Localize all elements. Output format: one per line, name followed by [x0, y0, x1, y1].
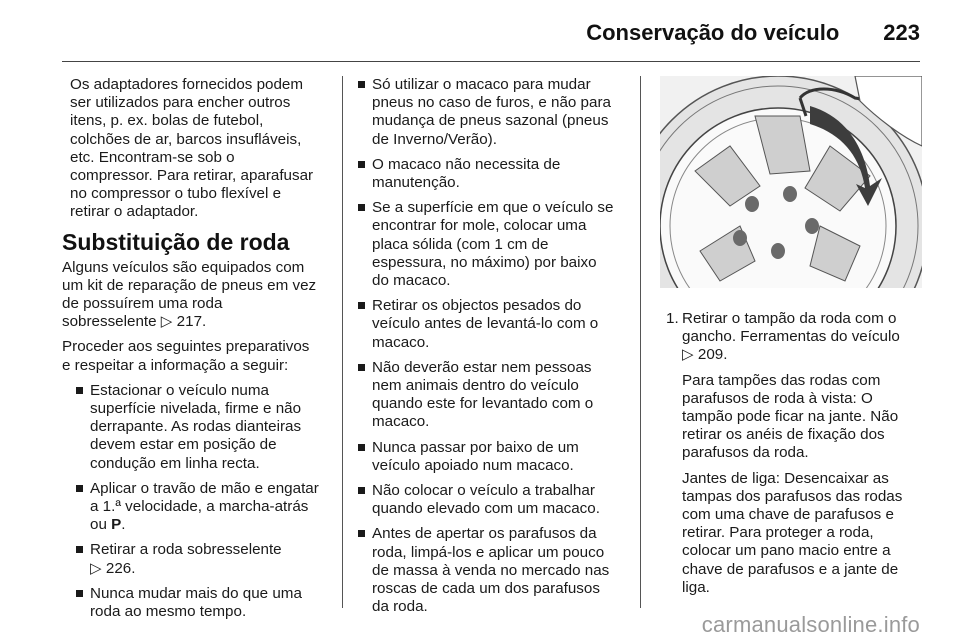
bullet-icon [358, 487, 365, 494]
column-1 [62, 76, 330, 628]
list-item: Se a superfície em que o veículo se encontrar for mole, colocar uma placa sólida (com 1 cm de espessura, no máximo) por baixo do macaco. [356, 199, 626, 290]
watermark: carmanualsonline.info [701, 612, 920, 637]
bullet-icon [358, 530, 365, 537]
bullet-icon [76, 387, 83, 394]
page-header [586, 20, 920, 46]
list-item: O macaco não necessita de manutenção. [356, 156, 626, 192]
step-number: 1. [666, 310, 679, 327]
column-divider [640, 76, 641, 608]
list-item: Antes de apertar os parafusos da roda, limpá-los e aplicar um pouco de massa à venda no mercado nas roscas de cada um dos parafusos da roda. [356, 525, 626, 616]
bullet-icon [76, 590, 83, 597]
bullet-icon [358, 302, 365, 309]
list-item: Retirar a roda sobresselente ▷ 226. [74, 541, 330, 577]
list-item: Só utilizar o macaco para mudar pneus no caso de furos, e não para mudança de pneus sazonal (pneus de Inverno/Verão). [356, 76, 626, 149]
bullet-icon [76, 485, 83, 492]
list-item: Não deverão estar nem pessoas nem animais dentro do veículo quando este for levantado com o macaco. [356, 359, 626, 432]
gear-label: P [111, 516, 122, 534]
column-3 [660, 76, 922, 604]
paragraph-preparations: Proceder aos seguintes preparativos e respeitar a informação a seguir: [62, 338, 310, 374]
bullet-icon [358, 364, 365, 371]
paragraph-spare-wheel: Alguns veículos são equipados com um kit de reparação de pneus em vez de possuírem uma roda sobresselente ▷ 217. [62, 258, 317, 331]
list-item: 1. Retirar o tampão da roda com o gancho. Ferramentas do veículo ▷ 209. Para tampões das rodas com parafusos de roda à vista: O tampão pode ficar na jante. Não retirar os anéis de fixação dos parafusos da roda. Jantes de liga: Desencaixar as tampas dos parafusos das rodas com uma chave de parafusos e retirar. Para proteger a roda, colocar um pano macio entre a chave de parafusos e a jante de liga. [666, 310, 903, 596]
preparation-list [62, 382, 330, 621]
intro-paragraph: Os adaptadores fornecidos podem ser utilizados para encher outros itens, p. ex. bolas de futebol, colchões de ar, barcos insufláveis, etc. Encontram-se sob o compressor. Para retirar, aparafusar no compressor o tubo flexível e retirar o adaptador. [70, 76, 314, 221]
column-2 [356, 76, 626, 623]
bullet-icon [358, 444, 365, 451]
wheel-cover-illustration [660, 76, 922, 288]
page-number: 223 [883, 20, 920, 45]
bullet-icon [358, 161, 365, 168]
section-title: Substituição de roda [62, 228, 290, 255]
header-rule [62, 61, 920, 62]
list-item: Aplicar o travão de mão e engatar a 1.ª velocidade, a marcha-atrás ou P. [74, 480, 330, 535]
bullet-icon [358, 81, 365, 88]
wheel-illustration-svg [660, 76, 922, 288]
list-item: Retirar os objectos pesados do veículo antes de levantá-lo com o macaco. [356, 297, 626, 352]
list-item: Nunca passar por baixo de um veículo apoiado num macaco. [356, 439, 626, 475]
column-divider [342, 76, 343, 608]
list-item: Não colocar o veículo a trabalhar quando elevado com um macaco. [356, 482, 626, 518]
list-item: Estacionar o veículo numa superfície nivelada, firme e não derrapante. As rodas dianteiras devem estar em posição de condução em linha recta. [74, 382, 330, 473]
steps-list [660, 310, 922, 597]
header-title: Conservação do veículo [586, 20, 840, 45]
bullet-icon [76, 546, 83, 553]
bullet-icon [358, 204, 365, 211]
list-item: Nunca mudar mais do que uma roda ao mesmo tempo. [74, 585, 330, 621]
jack-safety-list [356, 76, 626, 616]
